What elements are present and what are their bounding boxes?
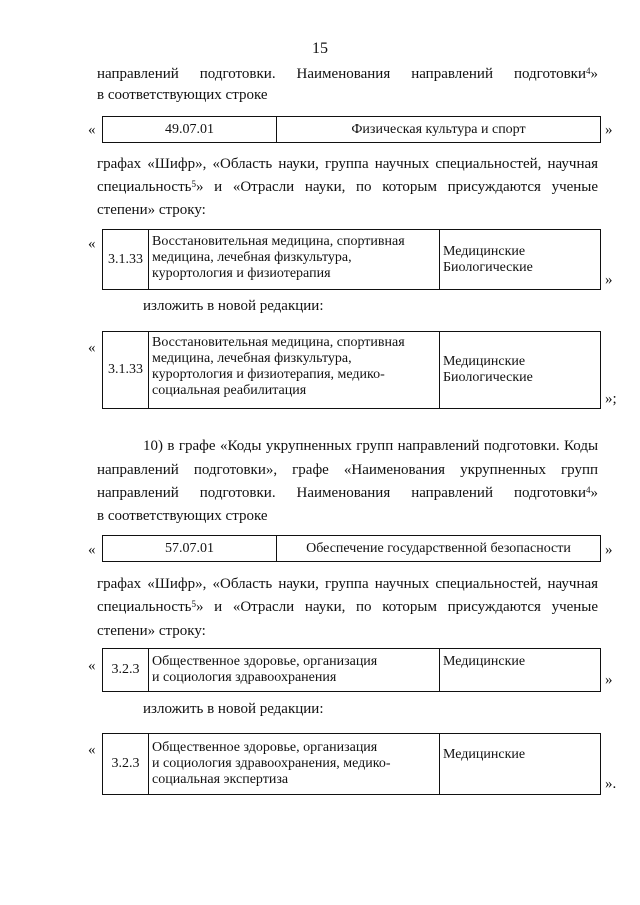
close-quote: » [605,122,613,138]
science-branches: Медицинские [440,734,601,795]
open-quote: « [88,340,96,356]
intro-line-2: в соответствующих строке [97,87,268,103]
paragraph-line-4: в соответствующих строке [97,508,268,524]
old-specialty-table [102,229,601,290]
grafah-line-2: специальность$^5$» и «Отрасли науки, по которым присуждаются ученые [97,179,599,195]
close-quote: »; [605,391,617,407]
paragraph-line-3: направлений подготовки. Наименования направлений подготовки$^4$» [97,485,599,501]
direction-name: Обеспечение государственной безопасности [277,536,601,562]
direction-code: 57.07.01 [103,536,277,562]
direction-name: Физическая культура и спорт [277,117,601,143]
page-number: 15 [312,40,328,57]
specialty-code: 3.2.3 [103,734,149,795]
close-quote: ». [605,776,617,792]
open-quote: « [88,236,96,252]
open-quote: « [88,742,96,758]
open-quote: « [88,122,96,138]
intro-line-1: направлений подготовки. Наименования направлений подготовки$^4$» [97,66,599,82]
grafah-line-1: графах «Шифр», «Область науки, группа научных специальностей, научная [97,156,599,172]
specialty-row-table [102,535,601,562]
grafah-line-1: графах «Шифр», «Область науки, группа научных специальностей, научная [97,576,599,592]
old-specialty-table [102,648,601,692]
open-quote: « [88,542,96,558]
new-specialty-table [102,733,601,795]
specialty-code: 3.1.33 [103,332,149,409]
open-quote: « [88,658,96,674]
close-quote: » [605,542,613,558]
grafah-line-3: степени» строку: [97,202,206,218]
specialty-area: Восстановительная медицина, спортивная медицина, лечебная физкультура, курортология и физиотерапия, медико- социальная реабилитация [149,332,440,409]
new-edition-label: изложить в новой редакции: [143,701,324,717]
close-quote: » [605,672,613,688]
direction-code: 49.07.01 [103,117,277,143]
science-branches: Медицинские Биологические [440,332,601,409]
new-specialty-table [102,331,601,409]
grafah-line-3: степени» строку: [97,623,206,639]
paragraph-line-1: 10) в графе «Коды укрупненных групп направлений подготовки. Коды [143,438,599,454]
close-quote: » [605,272,613,288]
science-branches: Медицинские Биологические [440,230,601,290]
paragraph-line-2: направлений подготовки», графе «Наименования укрупненных групп [97,462,599,478]
specialty-area: Восстановительная медицина, спортивная медицина, лечебная физкультура, курортология и физиотерапия [149,230,440,290]
science-branches: Медицинские [440,649,601,692]
specialty-area: Общественное здоровье, организация и социология здравоохранения [149,649,440,692]
specialty-code: 3.2.3 [103,649,149,692]
specialty-area: Общественное здоровье, организация и социология здравоохранения, медико- социальная экспертиза [149,734,440,795]
specialty-row-table [102,116,601,143]
specialty-code: 3.1.33 [103,230,149,290]
new-edition-label: изложить в новой редакции: [143,298,324,314]
grafah-line-2: специальность$^5$» и «Отрасли науки, по которым присуждаются ученые [97,599,599,615]
